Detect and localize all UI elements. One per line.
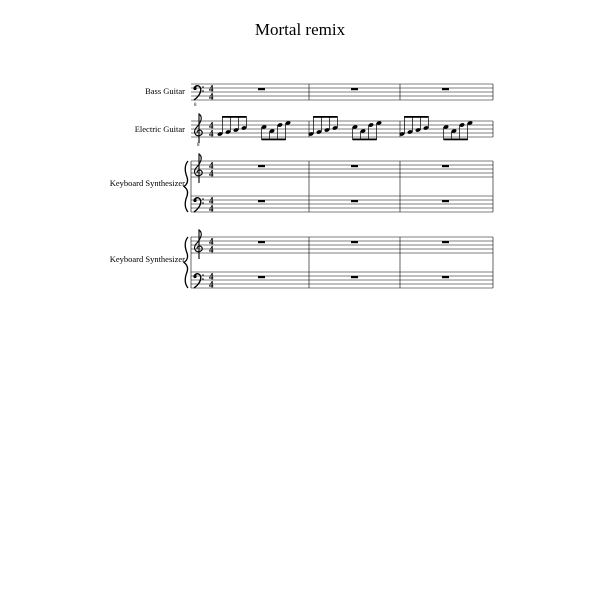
grand-staff-brace — [184, 237, 188, 288]
svg-text:4: 4 — [209, 244, 214, 255]
time-signature — [209, 121, 214, 139]
octave-mark-8 — [197, 143, 200, 148]
svg-text:4: 4 — [209, 120, 214, 131]
treble-clef — [195, 114, 203, 143]
instrument-label-electric-guitar: Electric Guitar — [134, 124, 185, 134]
barlines-keyboard-synth-1 — [191, 161, 493, 212]
whole-rests — [258, 241, 449, 278]
whole-rests — [258, 88, 449, 90]
time-signature — [209, 84, 214, 102]
svg-text:8: 8 — [194, 103, 197, 108]
staff-keyboard-synth-2-bass — [191, 272, 493, 288]
svg-text:4: 4 — [209, 279, 214, 290]
svg-text:4: 4 — [209, 128, 214, 139]
svg-text:4: 4 — [209, 91, 214, 102]
score-title: Mortal remix — [254, 20, 346, 39]
time-signature — [209, 237, 214, 290]
svg-text:4: 4 — [209, 160, 214, 171]
barlines-keyboard-synth-2 — [191, 237, 493, 288]
svg-text:4: 4 — [209, 195, 214, 206]
svg-text:8: 8 — [197, 143, 200, 148]
svg-text:4: 4 — [209, 271, 214, 282]
whole-rests — [258, 165, 449, 202]
treble-clef — [195, 230, 203, 259]
time-signature — [209, 161, 214, 214]
staff-keyboard-synth-1-bass — [191, 196, 493, 212]
instrument-label-keyboard-synth-1: Keyboard Synthesizer — [109, 178, 185, 188]
staff-bass-guitar — [191, 84, 493, 100]
octave-mark-8 — [194, 103, 197, 108]
instrument-label-keyboard-synth-2: Keyboard Synthesizer — [109, 254, 185, 264]
svg-text:4: 4 — [209, 168, 214, 179]
svg-text:4: 4 — [209, 203, 214, 214]
svg-text:4: 4 — [209, 236, 214, 247]
instrument-label-bass-guitar: Bass Guitar — [145, 86, 185, 96]
staff-keyboard-synth-2-treble — [191, 237, 493, 253]
svg-text:4: 4 — [209, 83, 214, 94]
eighth-note-figures — [217, 116, 473, 140]
grand-staff-brace — [184, 161, 188, 212]
staff-keyboard-synth-1-treble — [191, 161, 493, 177]
treble-clef — [195, 154, 203, 183]
